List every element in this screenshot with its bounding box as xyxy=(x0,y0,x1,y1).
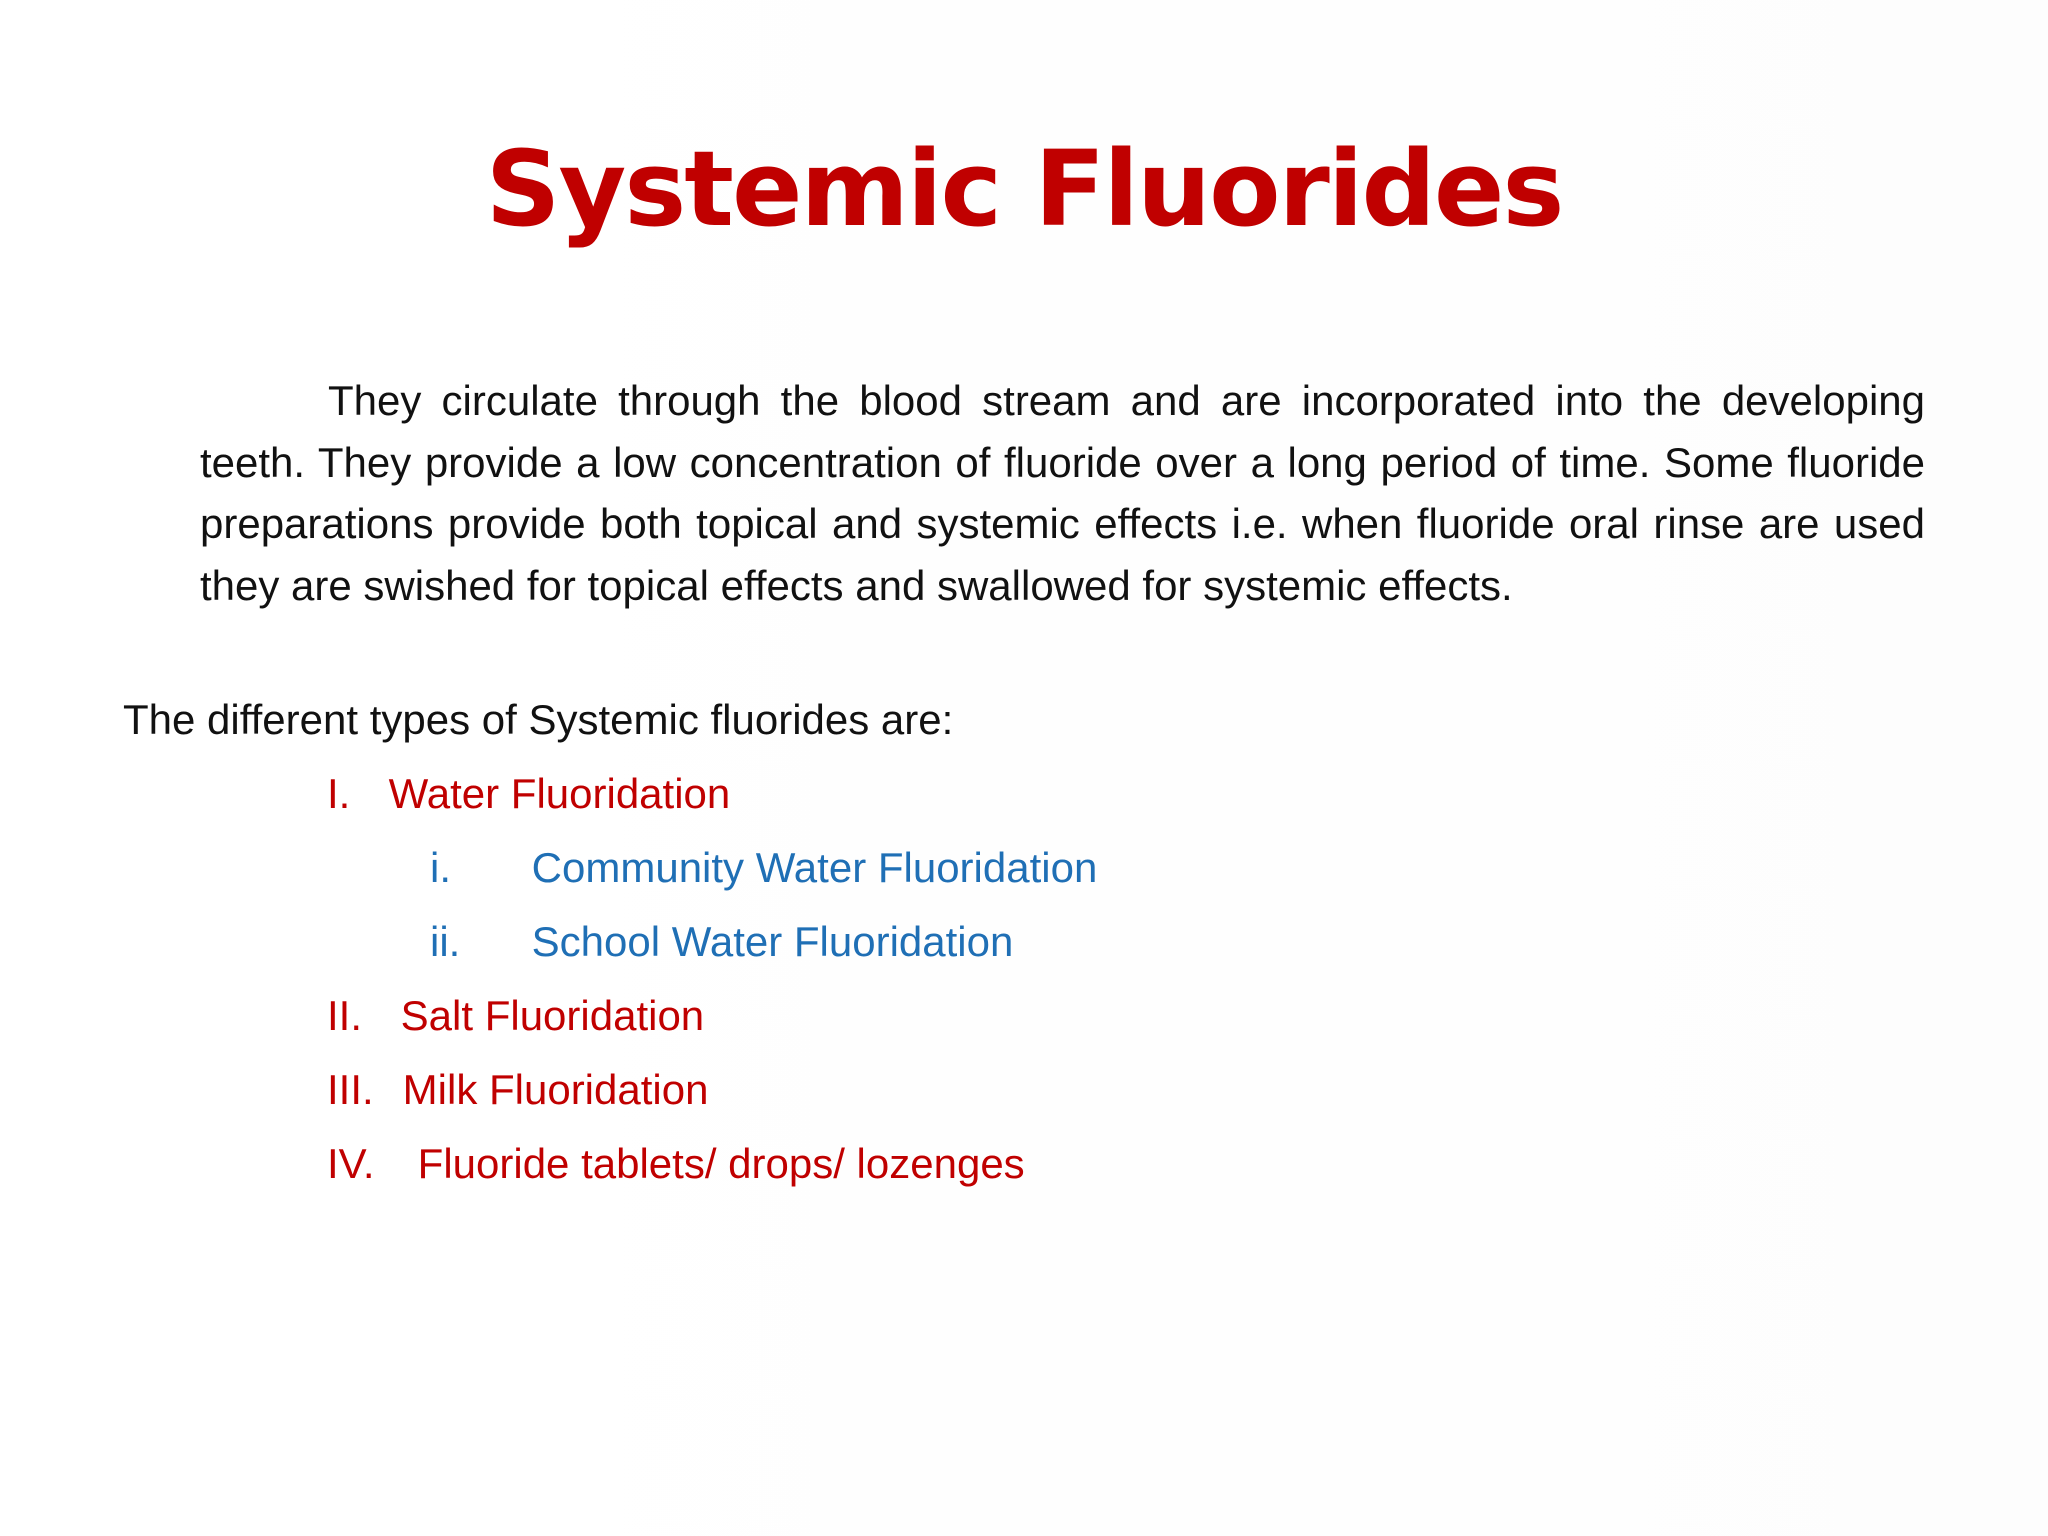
list-item-fluoride-tablets xyxy=(327,1134,1025,1194)
list-marker: i. xyxy=(430,844,451,891)
list-item-label: Fluoride tablets/ drops/ lozenges xyxy=(417,1140,1025,1187)
list-item-label: Community Water Fluoridation xyxy=(531,844,1098,891)
list-item-label: Water Fluoridation xyxy=(388,770,731,817)
list-lead-text: The different types of Systemic fluorides are: xyxy=(123,696,954,743)
list-item-label: School Water Fluoridation xyxy=(531,918,1014,965)
list-item-salt-fluoridation xyxy=(327,986,704,1046)
list-item-label: Milk Fluoridation xyxy=(402,1066,709,1113)
intro-paragraph: They circulate through the blood stream and are incorporated into the developing teeth. They provide a low concentration of fluoride over a long period of time. Some fluoride preparations provide both topical and systemic effects i.e. when fluoride oral rinse are used they are swished for topical effects and swallowed for systemic effects. xyxy=(200,377,1925,609)
list-marker: I. xyxy=(327,770,351,817)
list-item-water-fluoridation xyxy=(327,764,730,824)
list-marker: IV. xyxy=(327,1140,375,1187)
list-item-label: Salt Fluoridation xyxy=(400,992,705,1039)
list-marker: ii. xyxy=(430,918,461,965)
list-item-school-water-fluoridation xyxy=(430,912,1013,972)
list-item-community-water-fluoridation xyxy=(430,838,1097,898)
list-marker: II. xyxy=(327,992,363,1039)
list-item-milk-fluoridation xyxy=(327,1060,708,1120)
list-marker: III. xyxy=(327,1066,374,1113)
slide-title: Systemic Fluorides xyxy=(485,128,1563,250)
